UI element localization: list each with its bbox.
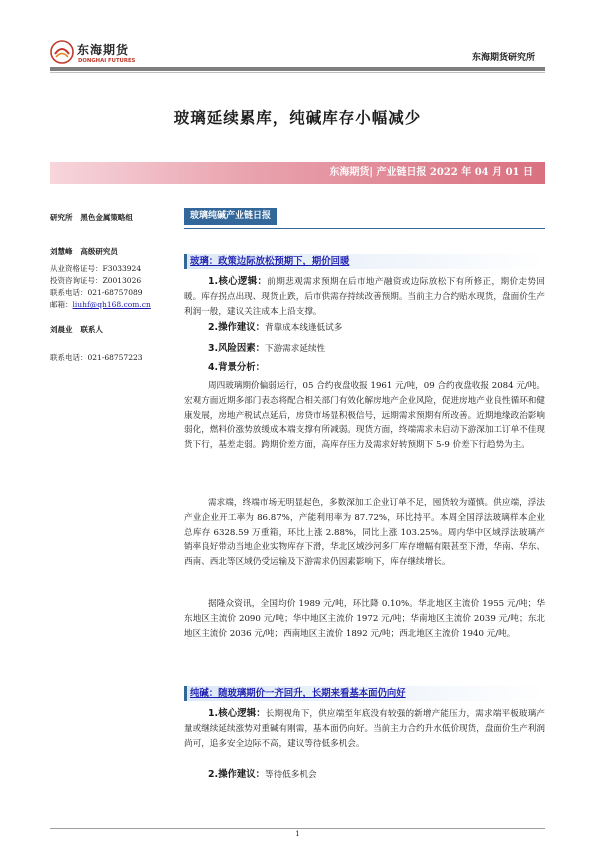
page-number: 1: [295, 830, 300, 838]
glass-background-p1: 周四玻璃期价偏弱运行，05 合约夜盘收报 1961 元/吨，09 合约夜盘收报 2084 元/吨。宏观方面近期多部门表态将配合相关部门有效化解房地产企业风险，促进房地产业良性循环和健康发展，房地产税试点延后，房贷市场显积极信号，远期需求预期有所改善。近期地缘政治影响弱化，燃料价涨势放缓成本端支撑有所减弱。现货方面，终端需求未启动下游深加工订单不佳现货下行，基差走弱。跨期价差方面，高库存压力及需求好转预期下 5-9 价差下行趋势为主。: [184, 381, 546, 451]
soda-advice-label: 2.操作建议：: [208, 769, 265, 780]
soda-advice-text: 等待低多机会: [264, 770, 317, 780]
analyst1-name: 刘慧峰: [50, 247, 73, 256]
header-divider-thin: [50, 72, 545, 73]
analyst1-cert: 从业资格证号：F3033924: [50, 264, 142, 273]
glass-background-p2: 需求端，终端市场无明显起色，多数深加工企业订单不足，囤货较为谨慎。供应端，浮法产业企业开工率为 86.87%，产能利用率为 87.72%，环比持平。本周全国浮法玻璃样本企业总库存 6328.59 万重箱，环比上涨 2.88%，同比上涨 103.25%。周内华中区域浮法玻璃产销率良好带动当地企业实物库存下滑，华北区域沙河多厂库存增幅有限甚至下滑，华南、华东、西南、西北等区域仍受运输及下游需求仍因素影响下，库存继续增长。: [184, 498, 545, 568]
banner-text: 东海期货| 产业链日报 2022 年 04 月 01 日: [329, 167, 533, 178]
analyst2-row: [50, 324, 103, 336]
analyst2-phone: 联系电话：021-68757223: [50, 353, 143, 362]
glass-advice-text: 背靠成本线逢低试多: [264, 323, 343, 333]
analyst1-email-link[interactable]: liuhf@qh168.com.cn: [72, 300, 151, 309]
institute-group: 黑色金属策略组: [80, 213, 133, 222]
email-label: 邮箱：: [50, 300, 73, 309]
analyst2-name: 刘晨业: [50, 325, 73, 334]
soda-core-logic-text: 长期视角下，供应端至年底没有较强的新增产能压力，需求端平板玻璃产量或继续延续涨势对重碱有刚需，基本面仍向好。当前主力合约升水低价现货，盘面价生产利润尚可，追多安全边际不高，建议等待低多机会。: [184, 709, 545, 749]
analyst1-row: [50, 246, 118, 258]
analyst1-email-row: [50, 299, 151, 311]
glass-risk-label: 3.风险因素：: [208, 343, 265, 354]
glass-advice: [184, 321, 545, 336]
glass-heading[interactable]: 玻璃：政策边际放松预期下，期价回暖: [190, 256, 350, 267]
soda-heading[interactable]: 纯碱：随玻璃期价一齐回升，长期来看基本面仍向好: [190, 688, 406, 699]
logo-english-name: DONGHAI FUTURES: [78, 58, 136, 64]
glass-core-logic: [184, 275, 545, 319]
company-logo: [50, 38, 145, 68]
header-institute: 东海期货研究所: [471, 53, 535, 63]
soda-core-logic: [184, 707, 545, 751]
soda-advice: [184, 768, 545, 783]
glass-risk: [184, 342, 545, 357]
institute-label: 研究所: [50, 213, 73, 222]
logo-chinese-name: 东海期货: [77, 43, 130, 57]
soda-heading-bar: [184, 686, 545, 701]
report-banner: [50, 162, 545, 184]
glass-risk-text: 下游需求延续性: [264, 344, 326, 354]
section-tag: 玻璃纯碱产业链日报: [184, 208, 277, 225]
analyst2-title: 联系人: [80, 325, 103, 334]
analyst1-phone: 联系电话：021-68757089: [50, 288, 143, 297]
glass-background-label: 4.背景分析：: [208, 362, 265, 373]
section-rule: [184, 228, 545, 229]
glass-heading-bar: [184, 254, 545, 269]
glass-core-logic-label: 1.核心逻辑：: [208, 276, 268, 287]
header-divider: [50, 67, 545, 71]
donghai-logo-icon: [50, 40, 74, 64]
report-title: 玻璃延续累库，纯碱库存小幅减少: [173, 108, 422, 127]
soda-core-logic-label: 1.核心逻辑：: [208, 708, 266, 719]
analyst1-invest: 投资咨询证号：Z0013026: [50, 276, 142, 285]
analyst1-title: 高级研究员: [80, 247, 118, 256]
glass-background-p3: 据隆众资讯，全国均价 1989 元/吨，环比降 0.10%。华北地区主流价 1955 元/吨；华东地区主流价 2090 元/吨；华中地区主流价 1972 元/吨；华南地区主流价 2039 元/吨；东北地区主流价 2036 元/吨；西南地区主流价 1892 元/吨；西北地区主流价 1940 元/吨。: [184, 599, 545, 639]
institute-row: [50, 212, 133, 224]
glass-core-logic-text: 前期悲观需求预期在后市地产融资或边际放松下有所修正，期价走势回暖。库存拐点出现、现货止跌，后市供需存持续改善预期。当前主力合约贴水现货，盘面价生产利润一般，建议关注成本上沿支撑。: [184, 277, 545, 317]
glass-background: [184, 361, 545, 376]
glass-advice-label: 2.操作建议：: [208, 322, 265, 333]
